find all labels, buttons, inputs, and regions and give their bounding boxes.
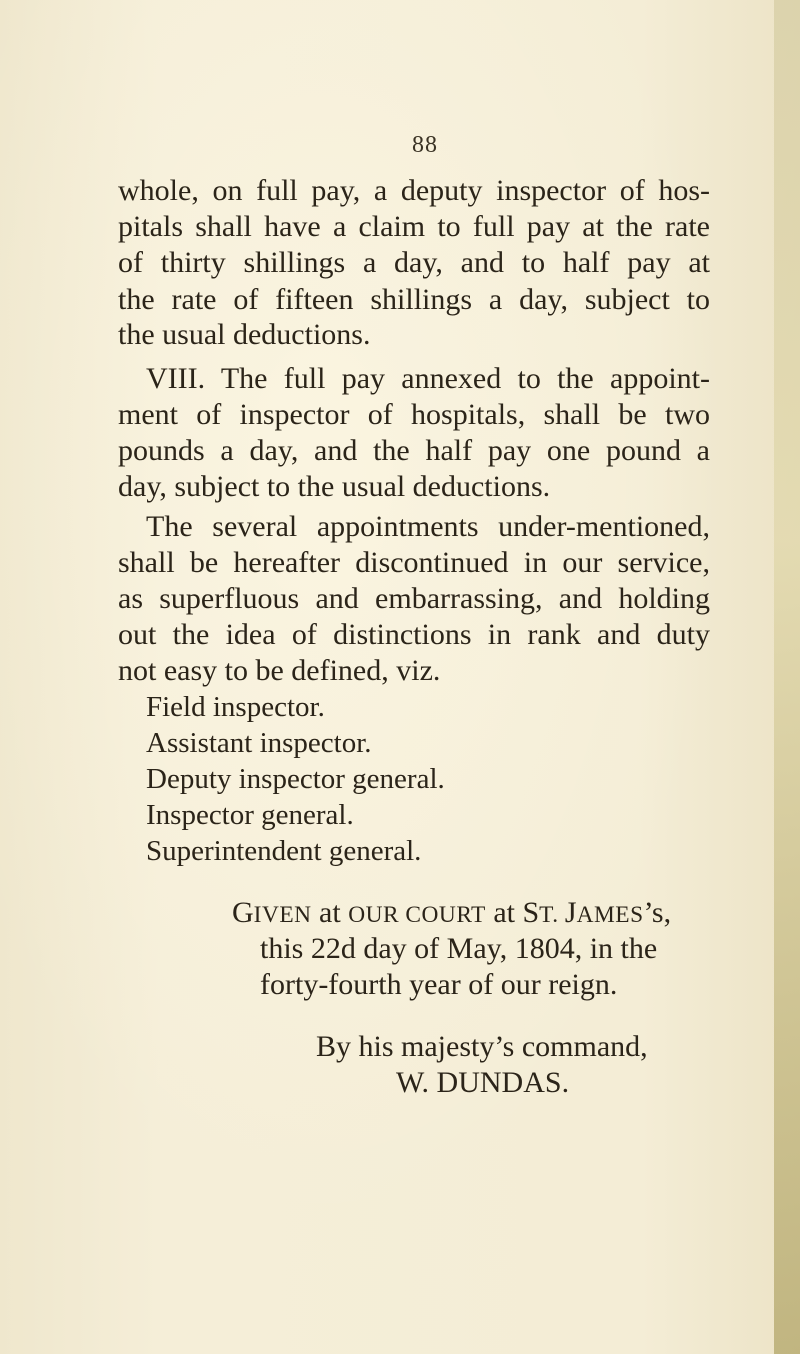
text-line: the rate of fifteen shillings a day, subject to — [118, 283, 710, 316]
given-at-2: at — [485, 896, 523, 929]
text-line: of thirty shillings a day, and to half pay at — [118, 246, 710, 279]
text-line: VIII. The full pay annexed to the appoint- — [146, 362, 710, 395]
given-date-line: this 22d day of May, 1804, in the — [260, 932, 658, 965]
given-g-rest: IVEN — [253, 902, 312, 928]
text-line: ment of inspector of hospitals, shall be two — [118, 398, 710, 431]
list-item: Superintendent general. — [146, 835, 422, 867]
given-j: J — [564, 896, 577, 929]
signatory-name: W. DUNDAS. — [396, 1066, 570, 1099]
text-line: whole, on full pay, a deputy inspector of hos- — [118, 174, 710, 207]
page-number: 88 — [412, 132, 438, 158]
given-at-1: at — [311, 896, 349, 929]
given-st-rest: T. — [539, 902, 565, 928]
given-st: S — [522, 896, 540, 929]
text-line: The several appointments under-mentioned, — [146, 510, 710, 543]
list-item: Assistant inspector. — [146, 727, 372, 759]
text-line: as superfluous and embarrassing, and holding — [118, 582, 710, 615]
given-j-end: ’s, — [643, 896, 672, 929]
text-line: out the idea of distinctions in rank and duty — [118, 618, 710, 651]
given-our-court: OUR COURT — [348, 902, 486, 928]
list-item: Deputy inspector general. — [146, 763, 445, 795]
text-line: the usual deductions. — [118, 318, 371, 351]
given-line — [232, 896, 671, 932]
text-line: day, subject to the usual deductions. — [118, 470, 551, 503]
list-item: Inspector general. — [146, 799, 354, 831]
given-reign-line: forty-fourth year of our reign. — [260, 968, 618, 1001]
command-line: By his majesty’s command, — [316, 1030, 648, 1063]
text-line: pitals shall have a claim to full pay at the rate — [118, 210, 710, 243]
given-j-rest: AMES — [576, 902, 644, 928]
text-line: shall be hereafter discontinued in our service, — [118, 546, 710, 579]
given-g: G — [232, 896, 254, 929]
text-line: pounds a day, and the half pay one pound a — [118, 434, 710, 467]
list-item: Field inspector. — [146, 691, 325, 723]
text-line: not easy to be defined, viz. — [118, 654, 441, 687]
page-edge-shadow — [774, 0, 800, 1354]
